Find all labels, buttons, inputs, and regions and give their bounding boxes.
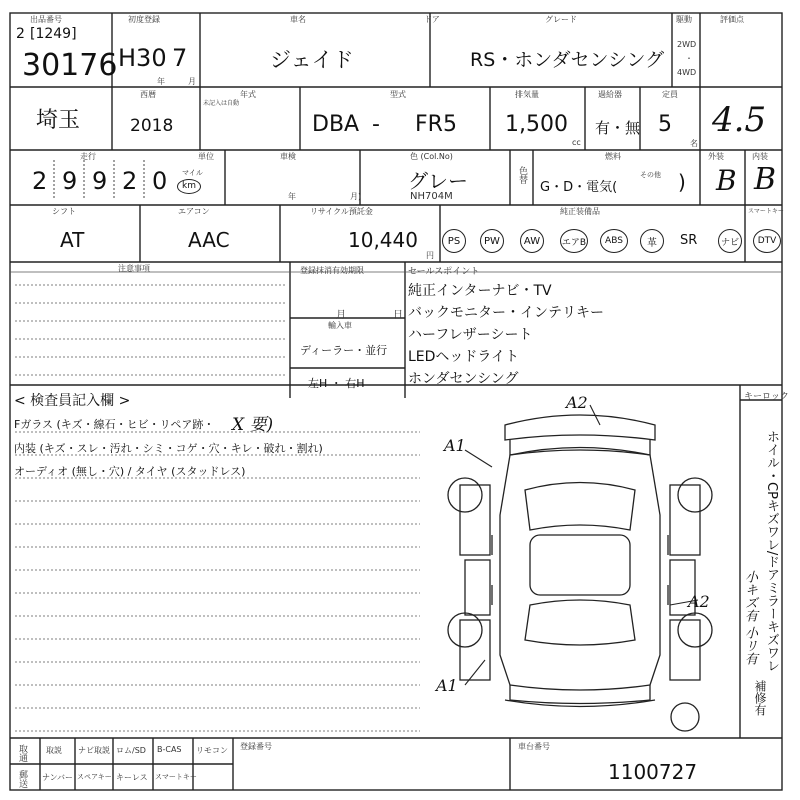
reg-number-label: 登録番号 [240,742,272,751]
footer-item-bcas: B-CAS [157,745,182,754]
lot-prefix: 2 [16,26,25,42]
model-dash: - [372,112,380,137]
sales-point-4: LEDヘッドライト [408,349,520,365]
exterior-label: 外装 [708,152,724,161]
first-reg-era: H30 [118,44,167,72]
color: グレー [408,169,468,193]
key-lock-label: キーロック [744,392,789,402]
model-prefix: DBA [312,112,360,137]
year: 2018 [130,116,174,136]
side-note-2: 小キズ有 小リ有 [742,570,757,666]
expiry-tsuki: 月 [336,310,346,321]
ac: AAC [188,228,230,252]
bring-label: 取通 [17,744,27,762]
first-reg-nen: 年 [157,77,165,86]
shift: AT [60,228,85,252]
model-code: FR5 [415,112,457,137]
fuel: G・D・電気( [540,180,618,195]
mileage-digit-3: 9 [92,167,108,195]
displacement-label: 排気量 [515,90,539,99]
equip-navi: ナビ [718,229,742,253]
chassis-label: 車台番号 [518,742,550,751]
score: 4.5 [712,100,767,140]
door-label: ドア [424,15,440,24]
year-label: 西暦 [140,90,156,99]
mileage-digit-5: 0 [152,167,168,195]
keyless-label: スマートキー [748,208,784,215]
footer-item-rom-sd: ロム/SD [116,746,146,755]
fuel-label: 燃料 [605,152,621,161]
interior-label: 内装 [752,152,768,161]
equip-leather: 革 [640,229,664,253]
equipment-label: 純正装備品 [560,207,600,216]
fuel-other: その他 [640,171,661,179]
recycle: 10,440 [348,228,418,252]
side-note-3: 補修有 [753,680,767,716]
capacity: 5 [658,112,672,137]
equip-abs: ABS [600,229,628,253]
first-reg-tsuki: 月 [188,77,196,86]
first-reg-month: 7 [172,44,188,72]
interior: B [754,162,777,197]
inspector-line-3: オーディオ (無し・穴) / タイヤ (スタッドレス) [14,465,246,478]
equip-sr: SR [680,233,698,248]
footer-item-remote: リモコン [196,746,228,755]
footer-item-manual: 取説 [46,746,62,755]
displacement: 1,500 [505,112,568,137]
inspection-nen: 年 [288,192,296,201]
equip-ps: PS [442,229,466,253]
chassis-number: 1100727 [608,760,698,784]
drive-4wd: 4WD [677,68,697,77]
cc-unit: cc [572,138,581,147]
damage-mark-right-rear: A2 [688,592,710,611]
color-code: NH704M [410,191,453,202]
import-label: 輸入車 [328,321,352,330]
damage-mark-left-front: A1 [444,436,466,455]
inspector-line-1: Fガラス (キズ・線石・ヒビ・リペア跡・ [14,418,215,431]
annual-label: 年式 [240,90,256,99]
recycle-yen: 円 [426,251,434,260]
annual-note: 未記入は自動 [203,100,240,107]
turbo-label: 過給器 [598,90,622,99]
equip-dtv: DTV [753,229,781,253]
unit-km: km [177,179,201,194]
import-value: ディーラー・並行 [300,344,388,357]
sales-point-3: ハーフレザーシート [408,327,533,343]
inspection-label: 車検 [280,152,296,161]
sales-point-1: 純正インターナビ・TV [408,283,552,299]
mileage-digit-2: 9 [62,167,78,195]
mail-label: 郵送 [17,770,27,788]
car-name: ジェイド [270,48,354,72]
damage-mark-left-rear: A1 [436,676,458,695]
grade-label: グレード [545,15,577,24]
lot-label: 出品番号 [30,15,62,24]
capacity-label: 定員 [662,90,678,99]
fuel-close: ) [678,170,686,194]
region: 埼玉 [36,108,81,133]
lot-bracket: [1249] [30,26,77,42]
car-damage-diagram [430,395,730,735]
inspector-title: < 検査員記入欄 > [14,393,131,409]
damage-mark-front: A2 [566,393,588,412]
equip-pw: PW [480,229,504,253]
color-label: 色 (Col.No) [410,152,453,161]
exterior: B [716,164,737,197]
ac-label: エアコン [178,207,210,216]
mileage-unit-label: 単位 [198,152,214,161]
color-change: 色替 [517,166,527,184]
handle-value: 左H ・ 右H [308,377,365,390]
first-reg-label: 初度登録 [128,15,160,24]
sales-label: セールスポイント [408,267,480,277]
mileage-digit-4: 2 [122,167,138,195]
footer-item-number: ナンバー [42,773,74,782]
inspector-line-2: 内装 (キズ・スレ・汚れ・シミ・コゲ・穴・キレ・破れ・割れ) [14,442,323,455]
expiry-nichi: 日 [393,310,403,321]
mileage-digit-1: 2 [32,167,48,195]
expiry-label: 登録抹消有効期限 [300,266,364,275]
turbo: 有・無 [595,119,641,137]
drive-2wd: 2WD [677,40,697,49]
sales-point-5: ホンダセンシング [408,371,519,387]
footer-item-navi-manual: ナビ取説 [78,746,110,755]
score-label: 評価点 [720,15,744,24]
footer-item-keyless: キーレス [116,773,148,782]
equip-airbag: エアB [560,229,588,253]
mileage-label: 走行 [80,152,96,161]
drive-dot: ・ [685,54,693,63]
unit-mile: マイル [182,169,203,177]
drive-label: 駆動 [676,15,692,24]
equip-aw: AW [520,229,544,253]
caution-label: 注意事項 [118,264,150,273]
inspection-tsuki: 月) [350,192,362,201]
type-label: 型式 [390,90,406,99]
grade: RS・ホンダセンシング [470,49,665,71]
sales-point-2: バックモニター・インテリキー [408,305,604,321]
inspector-line-1-mark: X 要) [232,415,274,435]
shift-label: シフト [52,207,76,216]
side-note-1: ホイル・CPキズワレ/ドアミラーキズワレ [764,430,779,673]
footer-item-smart-key: スマートキー [155,773,197,781]
footer-item-spare-key: スペアキー [77,773,112,781]
recycle-label: リサイクル預託金 [310,207,373,216]
capacity-unit: 名 [690,139,698,148]
lot-number: 30176 [22,48,118,83]
car-name-label: 車名 [290,15,306,24]
